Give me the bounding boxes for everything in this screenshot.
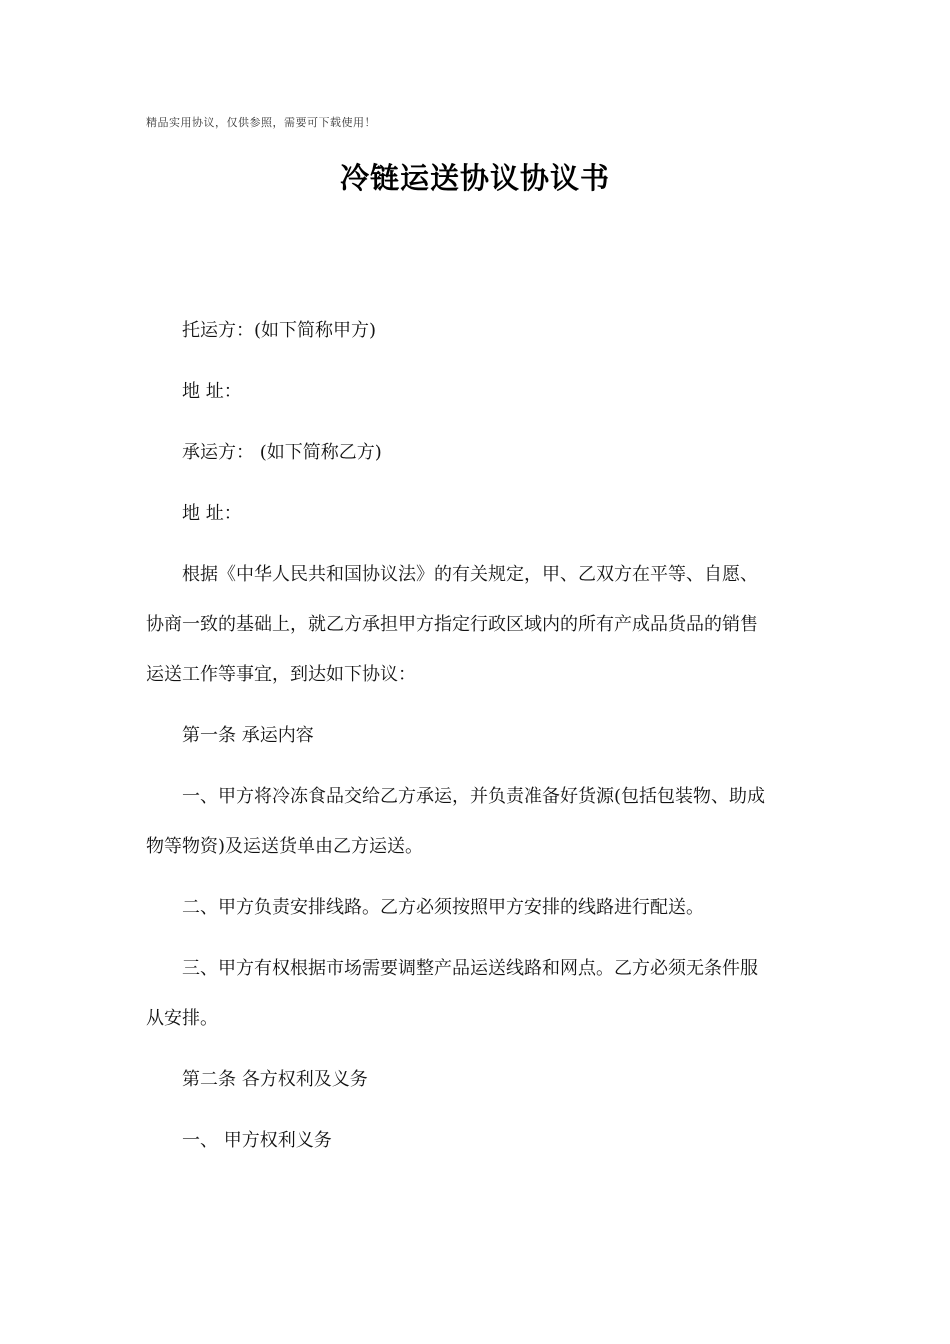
- preamble-line-3: 运送工作等事宜，到达如下协议：: [146, 664, 416, 685]
- article2-item1: 一、 甲方权利义务: [182, 1130, 332, 1151]
- article1-item1-line-1: 一、甲方将冷冻食品交给乙方承运，并负责准备好货源(包括包装物、助成: [182, 786, 766, 807]
- article1-item3-line-1: 三、甲方有权根据市场需要调整产品运送线路和网点。乙方必须无条件服: [182, 958, 758, 979]
- article1-item1-line-2: 物等物资)及运送货单由乙方运送。: [146, 836, 424, 857]
- preamble-line-1: 根据《中华人民共和国协议法》的有关规定，甲、乙双方在平等、自愿、: [182, 564, 758, 585]
- article2-heading: 第二条 各方权利及义务: [182, 1069, 368, 1090]
- article1-item3-line-2: 从安排。: [146, 1008, 218, 1029]
- shipper-address-line: 地 址：: [182, 381, 242, 402]
- article1-item2: 二、甲方负责安排线路。乙方必须按照甲方安排的线路进行配送。: [182, 897, 704, 918]
- header-note: 精品实用协议，仅供参照，需要可下载使用！: [146, 116, 376, 129]
- preamble-line-2: 协商一致的基础上，就乙方承担甲方指定行政区域内的所有产成品货品的销售: [146, 614, 758, 635]
- document-title: 冷链运送协议协议书: [339, 161, 610, 195]
- article1-heading: 第一条 承运内容: [182, 725, 314, 746]
- shipper-line: 托运方：(如下简称甲方): [182, 320, 377, 341]
- carrier-line: 承运方： (如下简称乙方): [182, 442, 382, 463]
- carrier-address-line: 地 址：: [182, 503, 242, 524]
